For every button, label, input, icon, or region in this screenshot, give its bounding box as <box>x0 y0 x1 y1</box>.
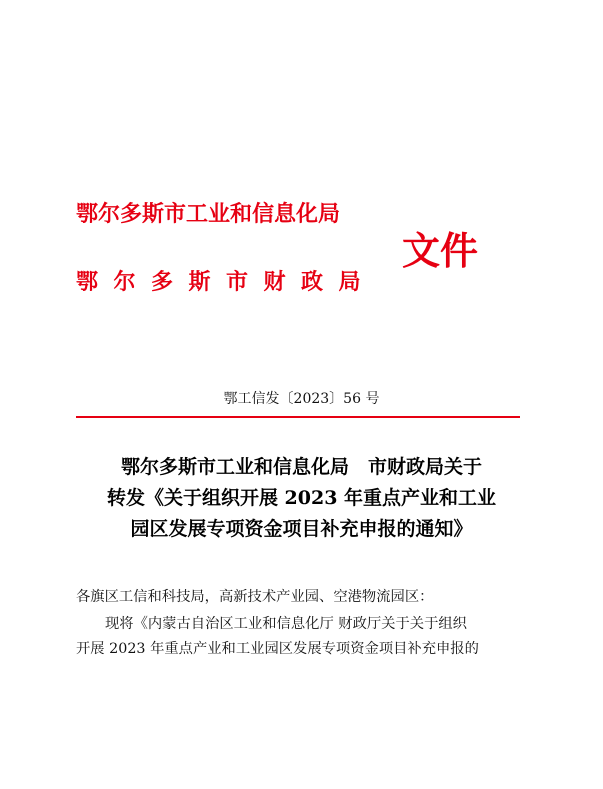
title-line-1: 鄂尔多斯市工业和信息化局 市财政局关于 <box>120 456 482 478</box>
issuer-name-industry-bureau: 鄂尔多斯市工业和信息化局 <box>76 201 341 227</box>
document-title <box>60 452 543 545</box>
body-paragraph-line-1: 现将《内蒙古自治区工业和信息化厅 财政厅关于关于组织 <box>105 616 467 632</box>
document-word-wenjian: 文件 <box>402 228 479 273</box>
red-separator-line <box>76 416 520 418</box>
red-letterhead <box>76 190 516 330</box>
title-line-3: 园区发展专项资金项目补充申报的通知》 <box>130 518 473 540</box>
addressee-line: 各旗区工信和科技局，高新技术产业园、空港物流园区： <box>76 589 434 605</box>
document-number: 鄂工信发〔2023〕56 号 <box>223 391 380 407</box>
issuer-name-finance-bureau: 鄂尔多斯市财政局 <box>76 269 377 295</box>
title-line-2: 转发《关于组织开展 2023 年重点产业和工业 <box>106 487 497 509</box>
body-paragraph-line-2: 开展 2023 年重点产业和工业园区发展专项资金项目补充申报的 <box>76 641 479 657</box>
